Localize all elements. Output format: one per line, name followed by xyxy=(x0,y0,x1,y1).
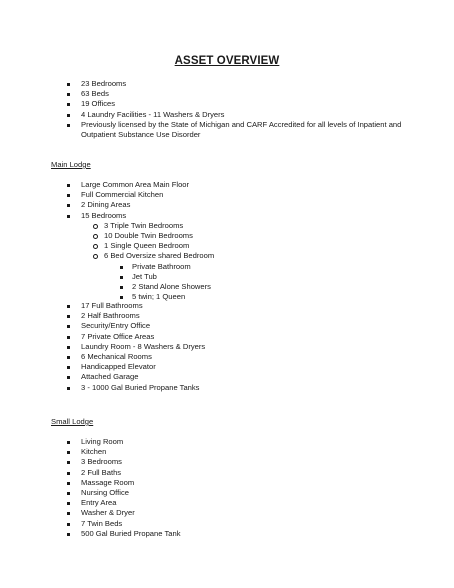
list-item: Laundry Room - 8 Washers & Dryers xyxy=(0,342,454,352)
list-item: 23 Bedrooms xyxy=(0,79,454,89)
list-item: Washer & Dryer xyxy=(0,508,454,518)
list-item: Large Common Area Main Floor xyxy=(0,180,454,190)
list-item: 500 Gal Buried Propane Tank xyxy=(0,529,454,539)
list-item: 17 Full Bathrooms xyxy=(0,301,454,311)
list-item: Security/Entry Office xyxy=(0,321,454,331)
sublist-item: 3 Triple Twin Bedrooms xyxy=(0,221,414,231)
list-item: 3 Bedrooms xyxy=(0,457,454,467)
main-lodge-list-2 xyxy=(0,301,454,393)
overview-list-block xyxy=(0,79,454,140)
list-item: Nursing Office xyxy=(0,488,454,498)
sublist-item xyxy=(0,251,414,302)
small-lodge-heading: Small Lodge xyxy=(51,417,94,426)
sublist-item: 1 Single Queen Bedroom xyxy=(0,241,414,251)
main-lodge-block xyxy=(0,180,454,302)
feature-item: Jet Tub xyxy=(0,272,414,282)
list-item xyxy=(0,211,454,303)
list-item: 2 Dining Areas xyxy=(0,200,454,210)
feature-item: 5 twin; 1 Queen xyxy=(0,292,414,302)
feature-item: Private Bathroom xyxy=(0,262,414,272)
list-item: Full Commercial Kitchen xyxy=(0,190,454,200)
list-item: Massage Room xyxy=(0,478,454,488)
main-lodge-heading: Main Lodge xyxy=(51,160,91,169)
list-item: 19 Offices xyxy=(0,99,454,109)
list-item: Handicapped Elevator xyxy=(0,362,454,372)
main-lodge-block-2 xyxy=(0,301,454,393)
list-item: 2 Full Baths xyxy=(0,468,454,478)
list-item: Entry Area xyxy=(0,498,454,508)
list-item: 63 Beds xyxy=(0,89,454,99)
list-item: 4 Laundry Facilities - 11 Washers & Dryers xyxy=(0,110,454,120)
list-item: Living Room xyxy=(0,437,454,447)
list-item: Kitchen xyxy=(0,447,454,457)
list-item-label: 15 Bedrooms xyxy=(81,210,127,220)
list-item: Previously licensed by the State of Michigan and CARF Accredited for all levels of Inpatient and Outpatient Substance Use Disorder xyxy=(0,120,454,140)
list-item: 7 Twin Beds xyxy=(0,519,454,529)
oversize-features-list xyxy=(104,262,414,303)
list-item: Attached Garage xyxy=(0,372,454,382)
overview-list xyxy=(0,79,454,140)
small-lodge-block xyxy=(0,437,454,539)
list-item: 2 Half Bathrooms xyxy=(0,311,454,321)
list-item: 6 Mechanical Rooms xyxy=(0,352,454,362)
feature-item: 2 Stand Alone Showers xyxy=(0,282,414,292)
bedroom-sublist xyxy=(81,221,414,303)
sublist-item-label: 6 Bed Oversize shared Bedroom xyxy=(104,251,215,261)
sublist-item: 10 Double Twin Bedrooms xyxy=(0,231,414,241)
main-lodge-list xyxy=(0,180,454,302)
list-item: 3 - 1000 Gal Buried Propane Tanks xyxy=(0,383,454,393)
small-lodge-list xyxy=(0,437,454,539)
page-title: ASSET OVERVIEW xyxy=(174,55,280,67)
list-item: 7 Private Office Areas xyxy=(0,332,454,342)
